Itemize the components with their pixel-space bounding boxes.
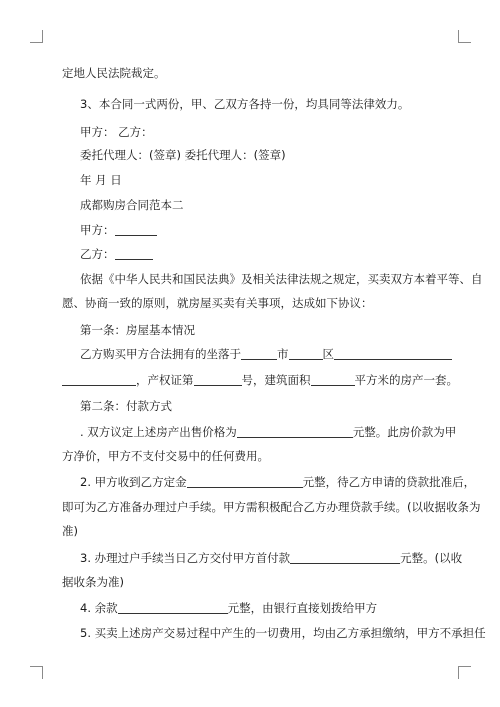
text-line: 准) [62, 524, 78, 538]
blank-field [334, 347, 452, 360]
blank-field [118, 601, 228, 614]
text-line: 据收条为准) [62, 575, 124, 589]
first-payment-line: 3. 办理过户手续当日乙方交付甲方首付款 元整。(以收 [80, 551, 463, 565]
house-location-line: 乙方购买甲方合法拥有的坐落于 市 区 [80, 346, 442, 362]
blank-field [187, 475, 303, 488]
blank-field [115, 223, 157, 236]
text-line: 5. 买卖上述房产交易过程中产生的一切费用，均由乙方承担缴纳，甲方不承担任 [80, 626, 486, 640]
blank-field [237, 425, 353, 438]
blank-field [194, 373, 242, 386]
crop-mark-top-right [458, 30, 471, 43]
text-line: 甲方： 乙方： [80, 125, 153, 139]
balance-line: 4. 余款 元整，由银行直接划拨给甲方 [80, 601, 378, 615]
crop-mark-bottom-left [30, 666, 43, 679]
text-line: 愿、协商一致的原则，就房屋买卖有关事项，达成如下协议： [62, 296, 373, 310]
party-a-line [80, 222, 442, 238]
article-title: 第一条：房屋基本情况 [80, 323, 195, 337]
text-line: 委托代理人：(签章) 委托代理人：(签章) [80, 148, 286, 162]
article-title: 第二条：付款方式 [80, 399, 172, 413]
blank-field [290, 551, 400, 564]
blank-field [62, 373, 136, 386]
blank-field [241, 347, 277, 360]
party-a-label: 甲方： [80, 223, 115, 237]
crop-mark-bottom-right [458, 666, 471, 679]
text-line: 方净价，甲方不支付交易中的任何费用。 [62, 449, 269, 463]
party-b-line [80, 246, 442, 262]
deposit-line: 2. 甲方收到乙方定金 元整，待乙方申请的贷款批准后， [80, 475, 476, 489]
date-line: 年 月 日 [80, 173, 122, 187]
party-b-label: 乙方： [80, 247, 115, 261]
text-line: 定地人民法院裁定。 [62, 66, 166, 80]
certificate-line: ，产权证第 号，建筑面积 平方米的房产一套。 [62, 372, 442, 388]
text-line: 即可为乙方准备办理过户手续。甲方需积极配合乙方办理贷款手续。(以收据收条为 [62, 500, 481, 514]
section-title: 成都购房合同范本二 [80, 198, 184, 212]
blank-field [311, 373, 355, 386]
text-line: 依据《中华人民共和国民法典》及相关法律法规之规定，买卖双方本着平等、自 [80, 272, 483, 286]
text-line: 3、本合同一式两份，甲、乙双方各持一份，均具同等法律效力。 [80, 97, 410, 111]
crop-mark-top-left [30, 30, 43, 43]
blank-field [115, 247, 153, 260]
blank-field [289, 347, 323, 360]
price-line: . 双方议定上述房产出售价格为 元整。此房价款为甲 [80, 425, 457, 439]
